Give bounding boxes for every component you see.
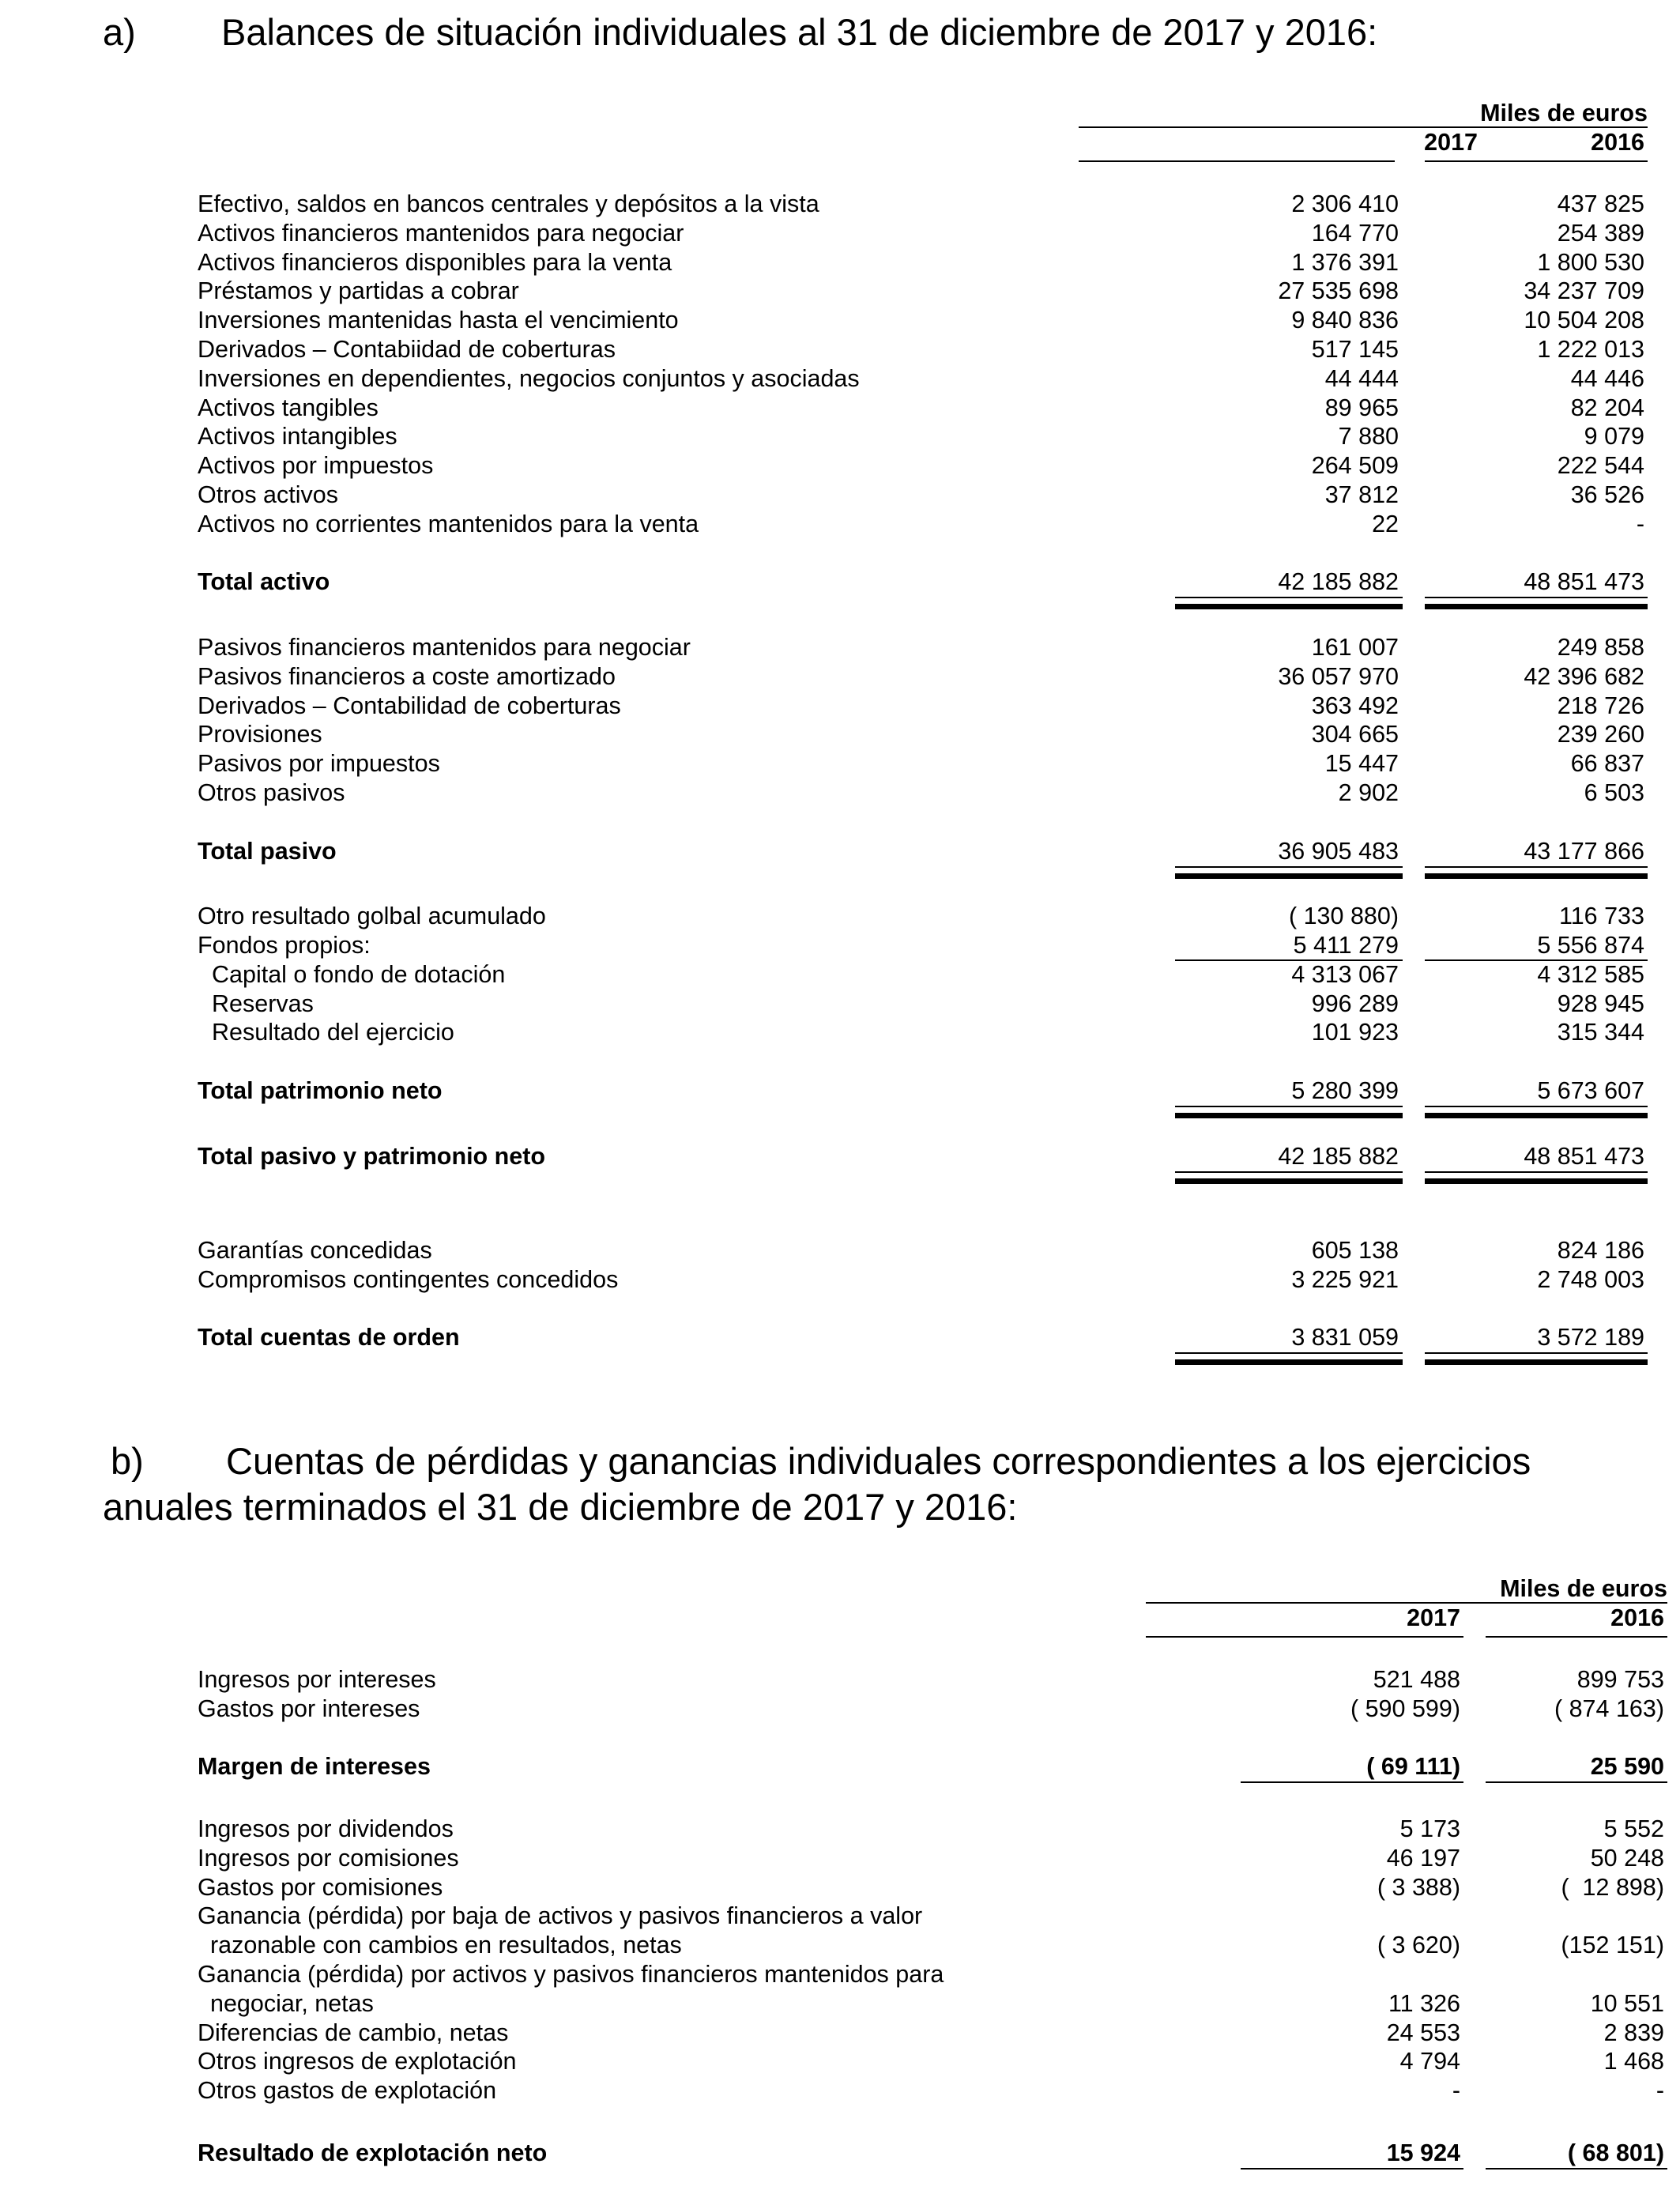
row-label: Diferencias de cambio, netas: [198, 2019, 509, 2046]
row-label: Resultado del ejercicio: [212, 1019, 454, 1046]
value-2016: 43 177 866: [1524, 837, 1644, 865]
value-2017: 304 665: [1311, 721, 1399, 748]
table-row: [198, 219, 1659, 248]
year-header-row: [198, 1604, 1675, 1633]
value-2016: 239 260: [1557, 721, 1644, 748]
value-2016: 48 851 473: [1524, 568, 1644, 596]
table-row: [198, 902, 1659, 931]
value-2017: 521 488: [1373, 1666, 1460, 1693]
col-header-2017: 2017: [1407, 1604, 1460, 1631]
value-2017: 15 447: [1324, 750, 1399, 778]
row-label: Otro resultado golbal acumulado: [198, 903, 546, 930]
value-2016: 1 800 530: [1537, 248, 1644, 276]
subtotal-rule: [1486, 1781, 1667, 1783]
value-2016: 5 552: [1603, 1815, 1664, 1842]
value-2017: 37 812: [1324, 481, 1399, 508]
value-2016: ( 12 898): [1561, 1873, 1664, 1901]
double-rule: [1425, 1178, 1648, 1184]
table-row: [198, 451, 1659, 481]
double-rule: [1425, 1113, 1648, 1118]
value-2017: 24 553: [1386, 2019, 1460, 2046]
row-label: Total pasivo y patrimonio neto: [198, 1142, 546, 1170]
value-2016: 5 556 874: [1537, 931, 1644, 959]
row-label: Activos intangibles: [198, 423, 397, 450]
value-2016: 116 733: [1559, 903, 1644, 930]
row-label: Otros ingresos de explotación: [198, 2048, 517, 2075]
total-row: [198, 1076, 1659, 1106]
table-row: [198, 306, 1659, 335]
row-label: Pasivos financieros mantenidos para negociar: [198, 633, 691, 661]
subtotal-rule: [1175, 597, 1403, 598]
table-row: [198, 2019, 1675, 2048]
double-rule: [1425, 873, 1648, 879]
value-2016: 249 858: [1557, 633, 1644, 661]
value-2016: 1 468: [1603, 2048, 1664, 2075]
value-2017: 101 923: [1311, 1019, 1399, 1046]
row-label: Otros activos: [198, 481, 338, 508]
subtotal-rule: [1175, 1106, 1403, 1107]
value-2016: 10 504 208: [1524, 307, 1644, 334]
value-2016: 222 544: [1557, 452, 1644, 480]
col-header-2017: 2017: [1424, 128, 1478, 156]
value-2017: 5 173: [1399, 1815, 1460, 1842]
value-2016: 315 344: [1557, 1019, 1644, 1046]
value-2017: 89 965: [1324, 394, 1399, 421]
section-b-heading: [103, 1438, 1604, 1530]
value-2016: 899 753: [1576, 1666, 1664, 1693]
value-2016: ( 68 801): [1567, 2139, 1664, 2166]
value-2017: 36 905 483: [1278, 837, 1399, 865]
subtotal-rule: [1241, 2168, 1463, 2169]
table-row: [198, 1873, 1675, 1902]
table-row: [198, 1960, 1675, 1989]
value-2016: (152 151): [1561, 1932, 1664, 1959]
total-row: [198, 1752, 1675, 1781]
double-rule: [1175, 1178, 1403, 1184]
value-2016: 25 590: [1590, 1753, 1664, 1781]
section-b-letter: b): [111, 1440, 144, 1482]
table-row: [198, 1665, 1675, 1695]
row-label: Total activo: [198, 568, 330, 596]
value-2017: 161 007: [1311, 633, 1399, 661]
income-statement-table: [198, 1574, 1675, 2166]
value-2017: 1 376 391: [1291, 248, 1399, 276]
value-2016: 42 396 682: [1524, 662, 1644, 690]
row-label: Efectivo, saldos en bancos centrales y depósitos a la vista: [198, 190, 819, 217]
subtotal-rule: [1175, 866, 1403, 868]
table-row: [198, 394, 1659, 423]
row-label: Otros pasivos: [198, 778, 345, 806]
row-label: Resultado de explotación neto: [198, 2139, 548, 2166]
value-2017: 44 444: [1324, 364, 1399, 392]
value-2016: 437 825: [1557, 190, 1644, 217]
row-label: Otros gastos de explotación: [198, 2077, 497, 2105]
value-2017: 27 535 698: [1278, 277, 1399, 305]
value-2016: 4 312 585: [1537, 960, 1644, 988]
row-label: Provisiones: [198, 721, 322, 748]
value-2017: 996 289: [1311, 990, 1399, 1017]
value-2016: 2 839: [1603, 2019, 1664, 2046]
section-a-heading: [103, 9, 1604, 55]
row-label: Total pasivo: [198, 837, 337, 865]
row-label: Compromisos contingentes concedidos: [198, 1265, 619, 1293]
table-row: [198, 990, 1659, 1019]
table-row: [198, 1265, 1659, 1295]
row-label: Fondos propios:: [198, 931, 371, 959]
value-2017: 7 880: [1338, 423, 1399, 450]
year-rule-2016: [1486, 1636, 1667, 1638]
value-2017: 3 831 059: [1291, 1324, 1399, 1351]
table-row-continuation: [198, 1931, 1675, 1960]
value-2017: 4 313 067: [1291, 960, 1399, 988]
table-row: [198, 190, 1659, 219]
value-2016: 6 503: [1584, 778, 1644, 806]
total-row: [198, 1323, 1659, 1352]
double-rule: [1175, 604, 1403, 609]
value-2017: 4 794: [1399, 2048, 1460, 2075]
double-rule: [1175, 873, 1403, 879]
row-label: Activos no corrientes mantenidos para la venta: [198, 510, 699, 537]
value-2016: 66 837: [1570, 750, 1644, 778]
value-2016: 254 389: [1557, 219, 1644, 247]
section-b-title-line2: anuales terminados el 31 de diciembre de 2017 y 2016:: [103, 1486, 1018, 1528]
unit-label: Miles de euros: [1500, 1575, 1667, 1602]
row-label: Derivados – Contabiidad de coberturas: [198, 335, 616, 363]
value-2017: ( 69 111): [1366, 1753, 1460, 1781]
value-2016: 34 237 709: [1524, 277, 1644, 305]
value-2016: 44 446: [1570, 364, 1644, 392]
row-label-continuation: razonable con cambios en resultados, netas: [210, 1932, 682, 1959]
row-label: Pasivos financieros a coste amortizado: [198, 662, 616, 690]
value-2016: 82 204: [1570, 394, 1644, 421]
subtotal-rule: [1425, 1171, 1648, 1173]
value-2016: 218 726: [1557, 692, 1644, 719]
value-2016: ( 874 163): [1554, 1695, 1664, 1722]
row-label: Capital o fondo de dotación: [212, 960, 506, 988]
value-2017: 42 185 882: [1278, 1142, 1399, 1170]
subtotal-rule: [1425, 866, 1648, 868]
row-label: Inversiones mantenidas hasta el vencimiento: [198, 307, 679, 334]
value-2017: 517 145: [1311, 335, 1399, 363]
section-a-letter: a): [103, 11, 136, 53]
value-2016: 1 222 013: [1537, 335, 1644, 363]
value-2017: 9 840 836: [1291, 307, 1399, 334]
row-label-continuation: negociar, netas: [210, 1989, 374, 2017]
unit-header-row: [198, 1574, 1675, 1604]
table-row: [198, 720, 1659, 749]
subtotal-rule: [1175, 1352, 1403, 1354]
value-2017: 264 509: [1311, 452, 1399, 480]
row-label: Ganancia (pérdida) por activos y pasivos financieros mantenidos para: [198, 1960, 944, 1988]
table-row: [198, 1236, 1659, 1265]
table-row: [198, 481, 1659, 510]
balance-sheet-table: [198, 99, 1659, 1351]
value-2017: 36 057 970: [1278, 662, 1399, 690]
double-rule: [1175, 1113, 1403, 1118]
section-a-title: Balances de situación individuales al 31 de diciembre de 2017 y 2016:: [221, 11, 1378, 53]
row-label: Ganancia (pérdida) por baja de activos y pasivos financieros a valor: [198, 1902, 923, 1930]
unit-header-row: [198, 99, 1659, 128]
subtotal-rule: [1425, 597, 1648, 598]
value-2016: 5 673 607: [1537, 1076, 1644, 1104]
table-row: [198, 1018, 1659, 1047]
unit-label: Miles de euros: [1480, 100, 1648, 126]
row-label: Reservas: [212, 990, 314, 1017]
row-label: Pasivos por impuestos: [198, 750, 440, 778]
row-label: Préstamos y partidas a cobrar: [198, 277, 519, 305]
value-2017: 363 492: [1311, 692, 1399, 719]
year-header-row: [198, 128, 1659, 157]
table-row: [198, 364, 1659, 394]
row-label: Ingresos por dividendos: [198, 1815, 454, 1842]
value-2017: 2 902: [1338, 778, 1399, 806]
row-label: Inversiones en dependientes, negocios conjuntos y asociadas: [198, 364, 860, 392]
value-2016: -: [1636, 510, 1644, 537]
double-rule: [1425, 1359, 1648, 1365]
table-row: [198, 633, 1659, 662]
total-row: [198, 2139, 1675, 2168]
double-rule: [1175, 1359, 1403, 1365]
table-row: [198, 1695, 1675, 1724]
table-row: [198, 2076, 1675, 2105]
subtotal-rule: [1486, 2168, 1667, 2169]
table-row: [198, 692, 1659, 721]
row-label: Gastos por comisiones: [198, 1873, 443, 1901]
row-label: Activos financieros disponibles para la venta: [198, 248, 672, 276]
value-2017: ( 590 599): [1350, 1695, 1460, 1722]
year-rule-2017: [1079, 160, 1395, 162]
value-2017: 5 411 279: [1293, 931, 1399, 959]
value-2017: ( 3 620): [1377, 1932, 1460, 1959]
value-2017: 5 280 399: [1291, 1076, 1399, 1104]
value-2017: 3 225 921: [1291, 1265, 1399, 1293]
value-2016: 50 248: [1590, 1844, 1664, 1872]
row-label: Activos por impuestos: [198, 452, 434, 480]
value-2017: 46 197: [1386, 1844, 1460, 1872]
table-row: [198, 335, 1659, 364]
table-row: [198, 960, 1659, 990]
section-b-title-line1: Cuentas de pérdidas y ganancias individuales correspondientes a los ejercicios: [226, 1440, 1531, 1482]
subtotal-rule: [1241, 1781, 1463, 1783]
value-2016: 10 551: [1590, 1989, 1664, 2017]
table-row: [198, 422, 1659, 451]
value-2017: 164 770: [1311, 219, 1399, 247]
row-label: Garantías concedidas: [198, 1236, 432, 1264]
value-2017: 605 138: [1311, 1236, 1399, 1264]
row-label: Ingresos por intereses: [198, 1666, 436, 1693]
table-row: [198, 1902, 1675, 1931]
value-2017: 42 185 882: [1278, 568, 1399, 596]
value-2017: 11 326: [1388, 1989, 1460, 2017]
row-label: Total cuentas de orden: [198, 1324, 460, 1351]
value-2017: ( 130 880): [1288, 903, 1399, 930]
row-label: Activos financieros mantenidos para negociar: [198, 219, 684, 247]
value-2017: 22: [1372, 510, 1399, 537]
col-header-2016: 2016: [1610, 1604, 1664, 1631]
value-2016: 9 079: [1584, 423, 1644, 450]
value-2016: 36 526: [1570, 481, 1644, 508]
table-row-continuation: [198, 1989, 1675, 2019]
total-row: [198, 837, 1659, 866]
table-row: [198, 510, 1659, 539]
subtotal-rule: [1175, 1171, 1403, 1173]
row-label: Margen de intereses: [198, 1753, 431, 1781]
double-rule: [1425, 604, 1648, 609]
value-2016: 48 851 473: [1524, 1142, 1644, 1170]
value-2016: 928 945: [1557, 990, 1644, 1017]
row-label: Gastos por intereses: [198, 1695, 420, 1722]
value-2016: 2 748 003: [1537, 1265, 1644, 1293]
value-2016: 824 186: [1557, 1236, 1644, 1264]
subtotal-rule: [1425, 1106, 1648, 1107]
row-label: Ingresos por comisiones: [198, 1844, 459, 1872]
table-row: [198, 2047, 1675, 2076]
table-row: [198, 749, 1659, 778]
value-2017: 2 306 410: [1291, 190, 1399, 217]
total-row: [198, 1142, 1659, 1171]
table-row: [198, 931, 1659, 960]
row-label: Activos tangibles: [198, 394, 379, 421]
table-row: [198, 1815, 1675, 1844]
col-header-2016: 2016: [1591, 128, 1644, 156]
value-2016: -: [1656, 2077, 1664, 2105]
year-rule-2016: [1425, 160, 1648, 162]
table-row: [198, 277, 1659, 306]
value-2017: ( 3 388): [1377, 1873, 1460, 1901]
table-row: [198, 248, 1659, 277]
value-2016: 3 572 189: [1537, 1324, 1644, 1351]
table-row: [198, 662, 1659, 692]
value-2017: 15 924: [1386, 2139, 1460, 2166]
subtotal-rule: [1425, 1352, 1648, 1354]
row-label: Total patrimonio neto: [198, 1076, 443, 1104]
year-rule-2017: [1146, 1636, 1463, 1638]
total-row: [198, 567, 1659, 597]
table-row: [198, 1844, 1675, 1873]
value-2017: -: [1452, 2077, 1460, 2105]
row-label: Derivados – Contabilidad de coberturas: [198, 692, 621, 719]
table-row: [198, 778, 1659, 808]
